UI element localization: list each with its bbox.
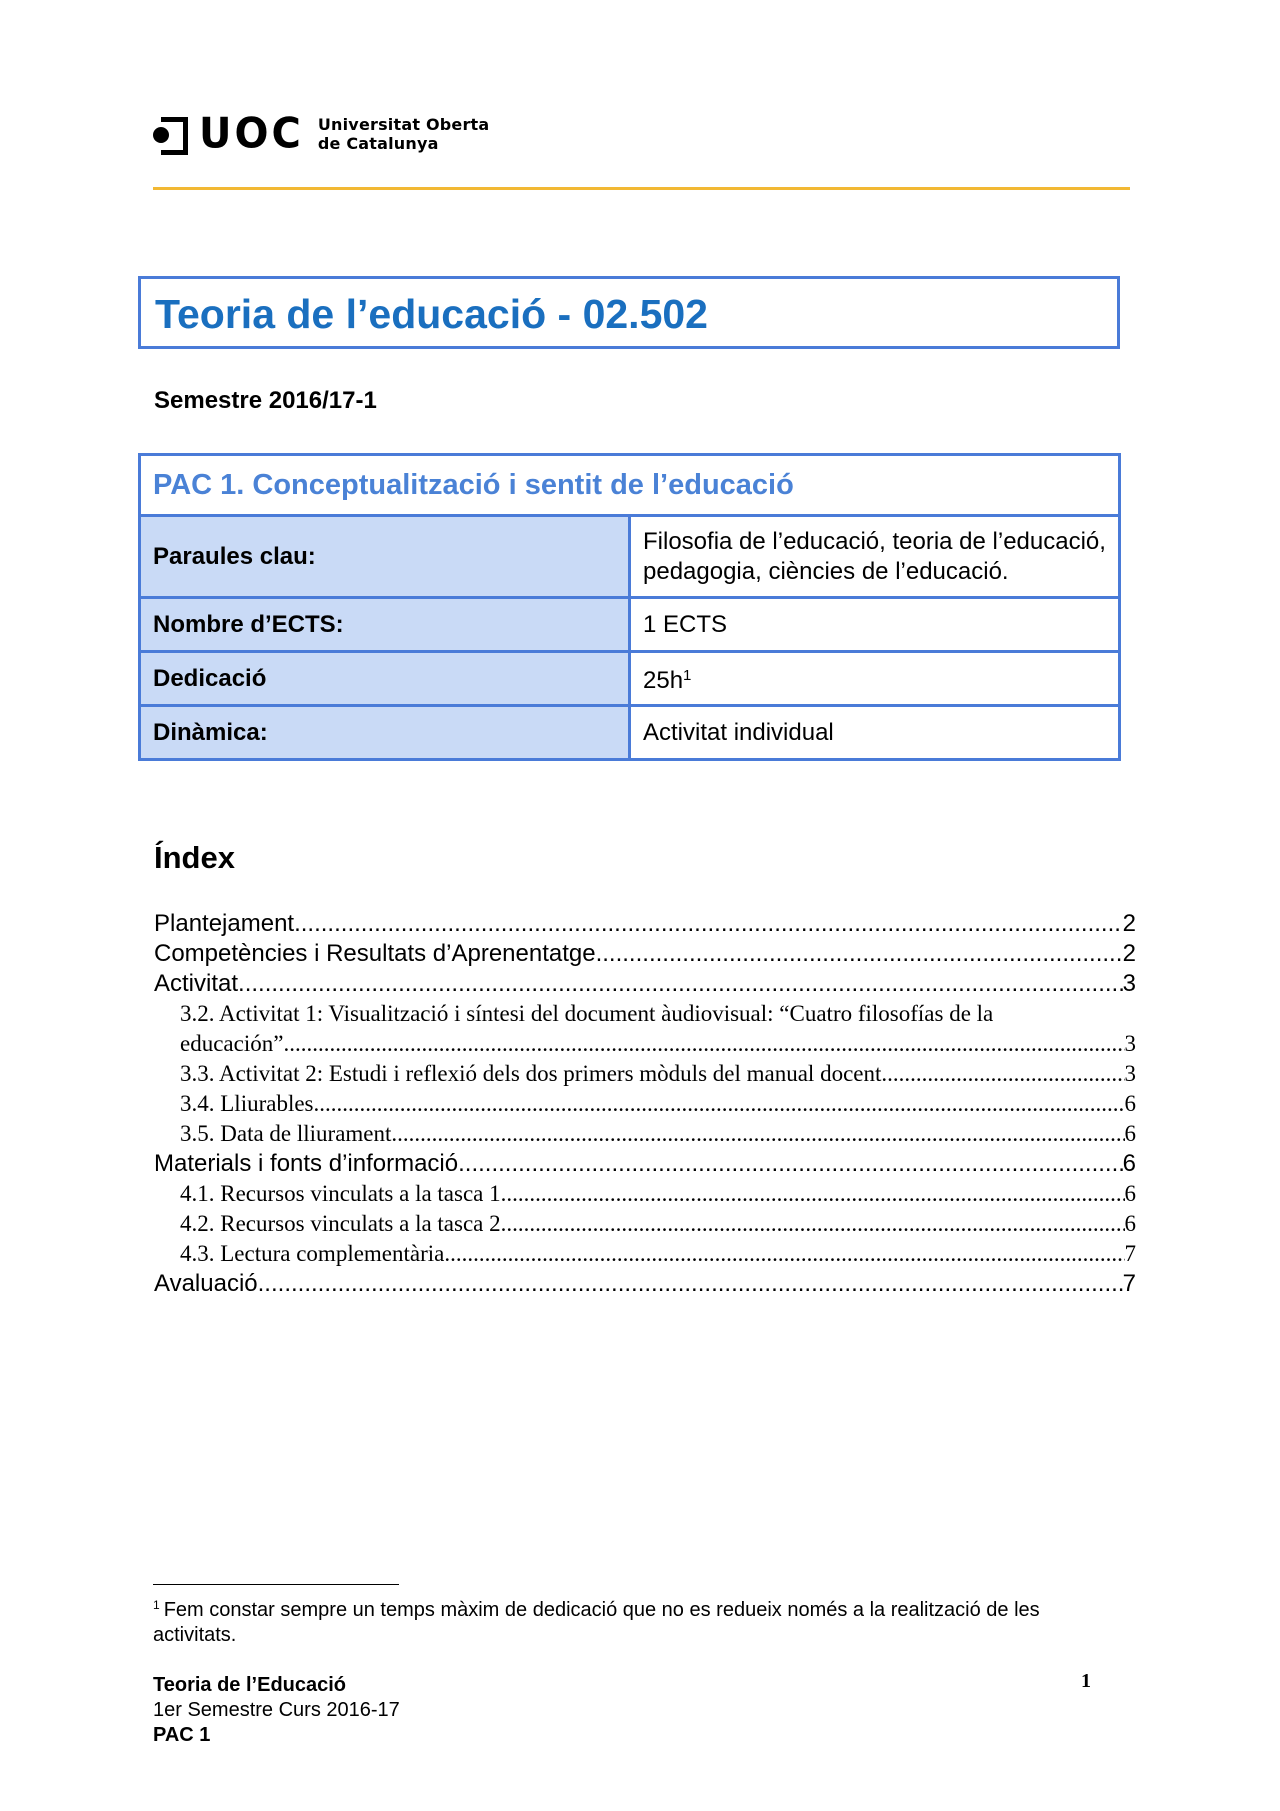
title-box (138, 276, 1120, 349)
toc-entry-page: 6 (1124, 1211, 1136, 1236)
ects-label: Nombre d’ECTS: (140, 598, 630, 652)
toc-entry[interactable] (154, 1149, 1136, 1179)
activity-heading: PAC 1. Conceptualització i sentit de l’educació (140, 455, 1120, 516)
footnote-mark: 1 (153, 1598, 160, 1612)
toc-entry-text: 3.2. Activitat 1: Visualització i síntesi del document àudiovisual: “Cuatro filosofías de la (180, 1001, 994, 1026)
toc-entry-text: 4.3. Lectura complementària (180, 1241, 445, 1266)
dedication-value: 25h (643, 667, 684, 694)
table-row (140, 516, 1120, 598)
footer-semester: 1er Semestre Curs 2016-17 (153, 1699, 400, 1721)
footnote (153, 1593, 1123, 1648)
document-title: Teoria de l’educació - 02.502 (155, 291, 708, 337)
toc-entry-text: 4.2. Recursos vinculats a la tasca 2 (180, 1211, 501, 1236)
toc-entry[interactable] (154, 939, 1136, 969)
table-of-contents (154, 909, 1136, 1299)
page-number: 1 (1081, 1670, 1091, 1692)
dedication-label: Dedicació (140, 652, 630, 706)
dedication-value-cell (630, 652, 1120, 706)
toc-entry-text: Avaluació (154, 1270, 258, 1297)
toc-entry[interactable] (154, 1089, 1136, 1119)
keywords-value: Filosofia de l’educació, teoria de l’educació, pedagogia, ciències de l’educació. (630, 516, 1120, 598)
toc-entry-page: 7 (1124, 1241, 1136, 1266)
toc-entry-text: educación” (180, 1031, 284, 1056)
toc-entry-text: 4.1. Recursos vinculats a la tasca 1 (180, 1181, 501, 1206)
toc-entry-continuation[interactable] (154, 1029, 1136, 1059)
toc-entry-page: 6 (1124, 1091, 1136, 1116)
toc-entry[interactable] (154, 1119, 1136, 1149)
toc-entry-text: 3.5. Data de lliurament (180, 1121, 392, 1146)
logo-institution-name (318, 115, 490, 153)
dynamics-label: Dinàmica: (140, 706, 630, 760)
uoc-logo (153, 109, 490, 159)
keywords-label: Paraules clau: (140, 516, 630, 598)
header-rule (153, 187, 1130, 190)
toc-entry-page: 6 (1122, 1150, 1136, 1177)
toc-entry-page: 6 (1124, 1181, 1136, 1206)
toc-entry[interactable] (154, 999, 1136, 1029)
footnote-text: Fem constar sempre un temps màxim de dedicació que no es redueix només a la realització de les activitats. (153, 1599, 1040, 1646)
toc-entry-text: Competències i Resultats d’Aprenentatge (154, 940, 596, 967)
footer-assignment: PAC 1 (153, 1724, 211, 1746)
logo-wordmark: UOC (199, 109, 304, 159)
page-footer (153, 1673, 400, 1748)
ects-value: 1 ECTS (630, 598, 1120, 652)
footnote-ref[interactable]: 1 (683, 667, 692, 684)
toc-entry[interactable] (154, 1059, 1136, 1089)
index-heading: Índex (154, 840, 235, 875)
footnote-separator (153, 1584, 399, 1585)
toc-entry-page: 6 (1124, 1121, 1136, 1146)
logo-line-1: Universitat Oberta (317, 115, 490, 134)
toc-entry-text: Plantejament (154, 910, 295, 937)
toc-entry[interactable] (154, 1209, 1136, 1239)
table-row (140, 706, 1120, 760)
toc-entry-text: Materials i fonts d’informació (154, 1150, 459, 1177)
toc-entry-page: 2 (1122, 910, 1136, 937)
toc-entry-page: 7 (1122, 1270, 1136, 1297)
toc-entry-text: 3.3. Activitat 2: Estudi i reflexió dels dos primers mòduls del manual docent (180, 1061, 882, 1086)
dynamics-value: Activitat individual (630, 706, 1120, 760)
toc-entry-page: 3 (1124, 1061, 1136, 1086)
toc-entry-text: 3.4. Lliurables (180, 1091, 314, 1116)
toc-entry-page: 3 (1122, 970, 1136, 997)
toc-entry[interactable] (154, 969, 1136, 999)
toc-entry[interactable] (154, 1239, 1136, 1269)
toc-entry[interactable] (154, 909, 1136, 939)
toc-entry-text: Activitat (154, 970, 239, 997)
table-row (140, 652, 1120, 706)
logo-line-2: de Catalunya (317, 134, 439, 153)
semester-label: Semestre 2016/17-1 (154, 387, 377, 414)
toc-entry[interactable] (154, 1179, 1136, 1209)
uoc-logo-icon (153, 116, 193, 152)
table-row (140, 598, 1120, 652)
toc-entry[interactable] (154, 1269, 1136, 1299)
footer-course-name: Teoria de l’Educació (153, 1674, 347, 1696)
activity-info-table (138, 453, 1121, 761)
toc-entry-page: 3 (1124, 1031, 1136, 1056)
toc-entry-page: 2 (1122, 940, 1136, 967)
